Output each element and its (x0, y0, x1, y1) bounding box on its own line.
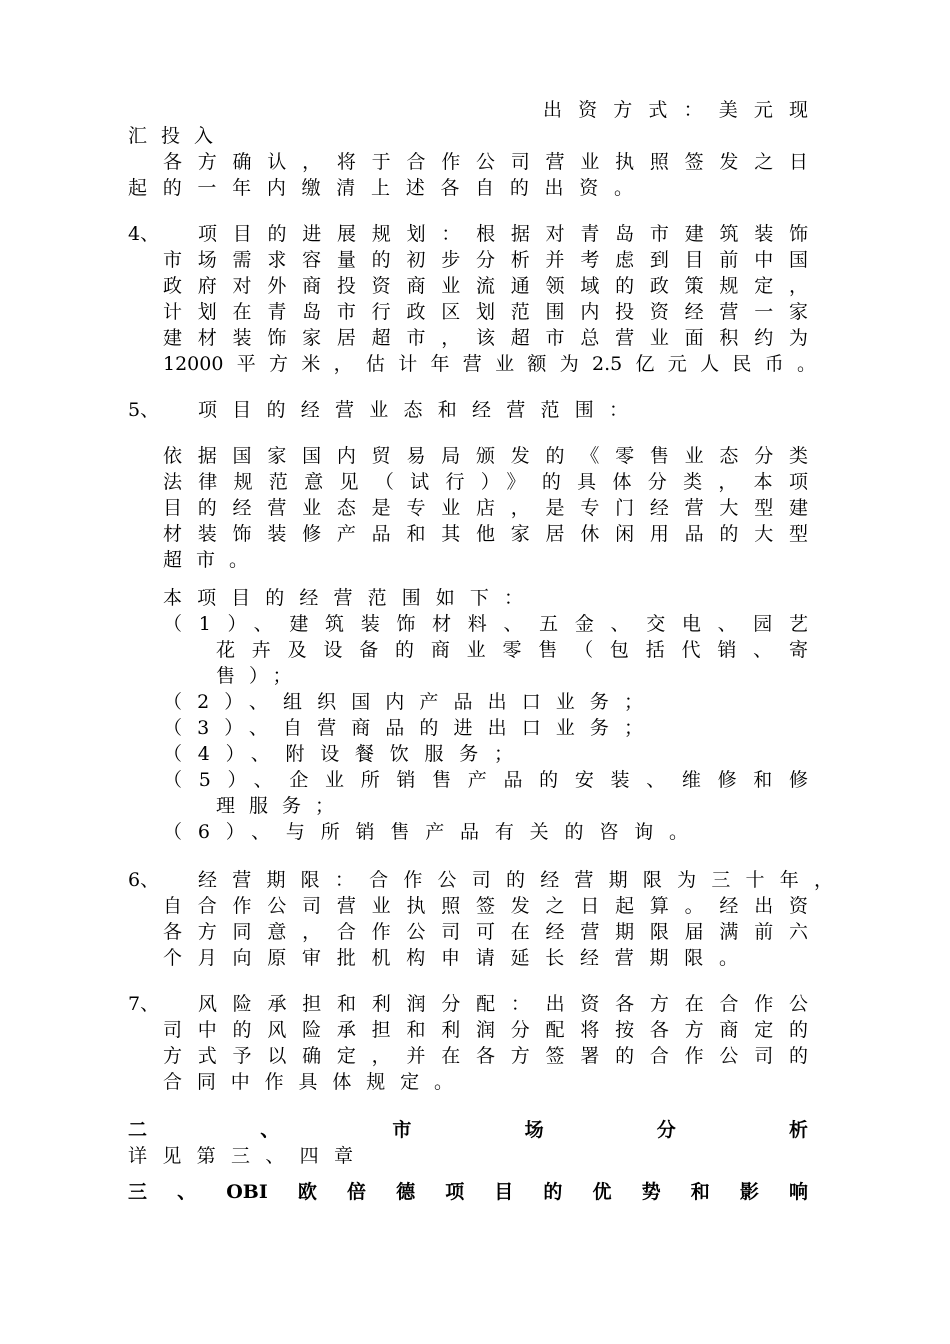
text-line: 项目的经营业态和经营范围： (198, 399, 628, 421)
text-line: 各方同意，合作公司可在经营期限届满前六 (163, 921, 808, 943)
item-number: 5、 (128, 399, 160, 421)
text-line: 市场需求容量的初步分析并考虑到目前中国 (163, 249, 808, 271)
text-line: 超市。 (163, 549, 263, 571)
text-line: （4）、附设餐饮服务； (163, 743, 513, 765)
text-line: 方式予以确定，并在各方签署的合作公司的 (163, 1045, 808, 1067)
text-line: 风险承担和利润分配：出资各方在合作公 (198, 993, 808, 1015)
item-number: 7、 (128, 993, 160, 1015)
item-number: 6、 (128, 869, 160, 891)
text-line: 政府对外商投资商业流通领域的政策规定， (163, 275, 808, 297)
text-line: 项目的进展规划：根据对青岛市建筑装饰 (198, 223, 808, 245)
item-number: 4、 (128, 223, 160, 245)
text-line: （5）、企业所销售产品的安装、维修和修 (163, 769, 808, 791)
text-line: 建材装饰家居超市，该超市总营业面积约为 (163, 327, 808, 349)
section-heading: 二、市场分析 (128, 1119, 808, 1141)
text-line: 依据国家国内贸易局颁发的《零售业态分类 (163, 445, 808, 467)
text-line: 各方确认，将于合作公司营业执照签发之日 (163, 151, 808, 173)
text-line: 花卉及设备的商业零售（包括代销、寄 (216, 639, 808, 661)
text-line: （1）、建筑装饰材料、五金、交电、园艺 (163, 613, 808, 635)
text-line: （2）、组织国内产品出口业务； (163, 691, 643, 713)
text-line: 计划在青岛市行政区划范围内投资经营一家 (163, 301, 808, 323)
text-line: （6）、与所销售产品有关的咨询。 (163, 821, 688, 843)
text-line: 汇投入 (128, 125, 228, 147)
text-line: 自合作公司营业执照签发之日起算。经出资 (163, 895, 808, 917)
text-line: 目的经营业态是专业店，是专门经营大型建 (163, 497, 808, 519)
text-line: 材装饰装修产品和其他家居休闲用品的大型 (163, 523, 808, 545)
text-line: 法律规范意见（试行）》的具体分类，本项 (163, 471, 808, 493)
text-line: 详见第三、四章 (128, 1145, 353, 1167)
text-line: 起的一年内缴清上述各自的出资。 (128, 177, 633, 199)
text-line: 个月向原审批机构申请延长经营期限。 (163, 947, 738, 969)
text-line: 合同中作具体规定。 (163, 1071, 453, 1093)
text-line: 本项目的经营范围如下： (163, 587, 523, 609)
text-line: （3）、自营商品的进出口业务； (163, 717, 643, 739)
text-line: 经营期限：合作公司的经营期限为三十年， (198, 869, 833, 891)
text-line: 售）； (216, 665, 306, 687)
text-line: 司中的风险承担和利润分配将按各方商定的 (163, 1019, 808, 1041)
text-line: 12000平方米，估计年营业额为2.5亿元人民币。 (163, 353, 816, 375)
section-heading: 三、OBI欧倍德项目的优势和影响 (128, 1181, 808, 1203)
text-line: 出资方式：美元现 (543, 99, 808, 121)
text-line: 理服务； (216, 795, 349, 817)
